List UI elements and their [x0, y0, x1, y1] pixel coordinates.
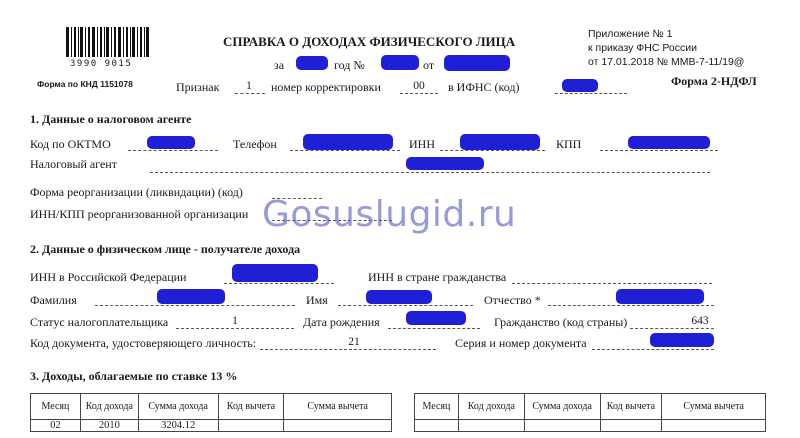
redacted-birth	[406, 311, 466, 325]
cell-ded-code	[218, 420, 284, 432]
oktmo-line	[128, 150, 218, 151]
header-ded-code: Код вычета	[218, 394, 284, 420]
ifns-line	[555, 93, 627, 94]
cell-ded-code	[600, 420, 662, 432]
inn-country-line	[512, 283, 712, 284]
inn-label: ИНН	[409, 137, 435, 151]
header-ded-sum: Сумма вычета	[662, 394, 766, 420]
page-title: СПРАВКА О ДОХОДАХ ФИЗИЧЕСКОГО ЛИЦА	[223, 34, 516, 49]
surname-label: Фамилия	[30, 293, 77, 307]
redacted-year	[296, 56, 328, 70]
priznak-value: 1	[246, 80, 252, 92]
redacted-ifns	[562, 79, 598, 92]
income-table-right	[414, 393, 766, 432]
status-label: Статус налогоплательщика	[30, 315, 169, 329]
inn-rf-line	[224, 283, 334, 284]
nomer-korr-label: номер корректировки	[271, 80, 381, 94]
doc-code-value: 21	[348, 336, 360, 348]
reorg-inn-label: ИНН/КПП реорганизованной организации	[30, 207, 249, 221]
form-name: Форма 2-НДФЛ	[671, 74, 757, 88]
nomer-korr-value: 00	[413, 80, 425, 92]
doc-code-label: Код документа, удостоверяющего личность:	[30, 336, 257, 350]
citizenship-label: Гражданство (код страны)	[494, 315, 628, 329]
patronymic-line	[548, 305, 714, 306]
birth-label: Дата рождения	[303, 315, 380, 329]
inn-line	[440, 150, 545, 151]
section1-title: 1. Данные о налоговом агенте	[30, 112, 192, 126]
table-row	[31, 420, 392, 432]
za-label: за	[274, 58, 285, 72]
redacted-inn	[460, 134, 540, 150]
cell-ded-sum	[662, 420, 766, 432]
header-month: Месяц	[31, 394, 81, 420]
priznak-line	[235, 93, 265, 94]
status-line	[176, 328, 294, 329]
phone-label: Телефон	[233, 137, 277, 151]
doc-code-line	[260, 349, 436, 350]
redacted-oktmo	[147, 136, 195, 149]
redacted-surname	[157, 289, 225, 304]
doc-series-label: Серия и номер документа	[455, 336, 587, 350]
redacted-phone	[303, 134, 393, 150]
patronymic-label: Отчество *	[484, 293, 541, 307]
cell-sum	[524, 420, 600, 432]
birth-line	[388, 328, 480, 329]
knd-code: Форма по КНД 1151078	[37, 79, 133, 89]
appendix-line1: Приложение № 1	[588, 28, 673, 40]
redacted-patronymic	[616, 289, 704, 304]
redacted-agent	[406, 157, 484, 170]
cell-sum: 3204.12	[138, 420, 218, 432]
ifns-label: в ИФНС (код)	[448, 80, 520, 94]
ot-label: от	[423, 58, 435, 72]
inn-country-label: ИНН в стране гражданства	[368, 270, 507, 284]
table-header-row	[415, 394, 766, 420]
redacted-doc-series	[650, 333, 714, 347]
section3-title: 3. Доходы, облагаемые по ставке 13 %	[30, 369, 238, 383]
cell-ded-sum	[284, 420, 392, 432]
kpp-label: КПП	[556, 137, 582, 151]
appendix-line3: от 17.01.2018 № ММВ-7-11/19@	[588, 56, 745, 68]
redacted-date	[444, 55, 510, 71]
cell-code: 2010	[80, 420, 138, 432]
agent-label: Налоговый агент	[30, 157, 117, 171]
citizenship-value: 643	[691, 315, 709, 327]
priznak-label: Признак	[176, 80, 220, 94]
agent-line	[150, 172, 710, 173]
surname-line	[95, 305, 295, 306]
income-table-left	[30, 393, 392, 432]
header-ded-code: Код вычета	[600, 394, 662, 420]
header-code: Код дохода	[458, 394, 524, 420]
kpp-line	[600, 150, 718, 151]
redacted-inn-rf	[232, 264, 318, 282]
header-month: Месяц	[415, 394, 459, 420]
oktmo-label: Код по ОКТМО	[30, 137, 111, 151]
doc-series-line	[592, 349, 714, 350]
appendix-line2: к приказу ФНС России	[588, 42, 697, 54]
section2-title: 2. Данные о физическом лице - получателе дохода	[30, 242, 301, 256]
barcode-number: 3990 9015	[70, 59, 133, 69]
god-label: год №	[334, 58, 365, 72]
header-ded-sum: Сумма вычета	[284, 394, 392, 420]
name-line	[338, 305, 473, 306]
table-header-row	[31, 394, 392, 420]
status-value: 1	[232, 315, 238, 327]
inn-rf-label: ИНН в Российской Федерации	[30, 270, 187, 284]
header-code: Код дохода	[80, 394, 138, 420]
header-sum: Сумма дохода	[524, 394, 600, 420]
redacted-kpp	[628, 136, 710, 149]
phone-line	[290, 150, 400, 151]
reorg-form-label: Форма реорганизации (ликвидации) (код)	[30, 185, 243, 199]
nomer-korr-line	[400, 93, 438, 94]
cell-month	[415, 420, 459, 432]
table-row	[415, 420, 766, 432]
redacted-number	[381, 55, 419, 70]
citizenship-line	[630, 328, 714, 329]
header-sum: Сумма дохода	[138, 394, 218, 420]
cell-month: 02	[31, 420, 81, 432]
cell-code	[458, 420, 524, 432]
redacted-name	[366, 290, 432, 304]
name-label: Имя	[306, 293, 328, 307]
watermark: Gosuslugid.ru	[262, 194, 517, 235]
